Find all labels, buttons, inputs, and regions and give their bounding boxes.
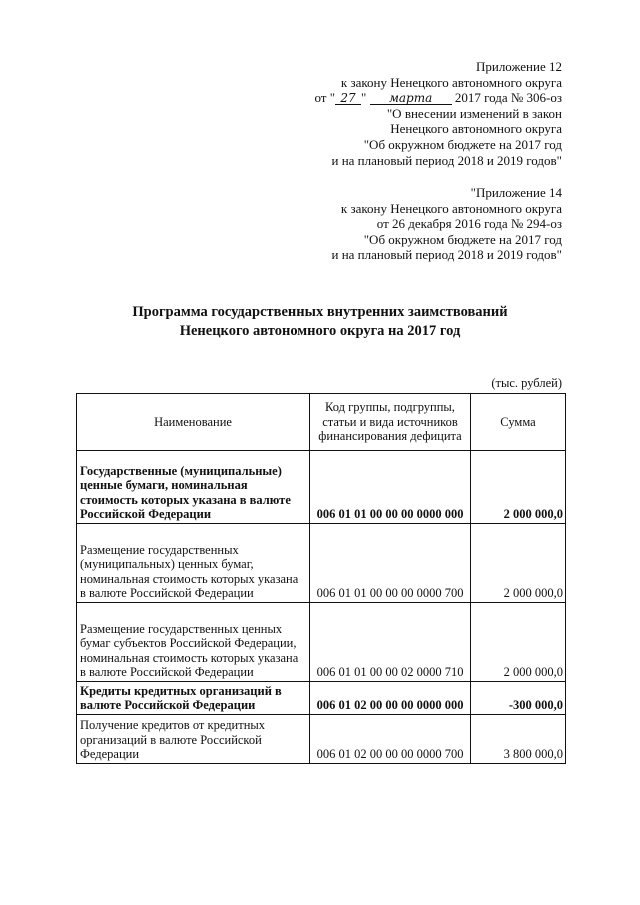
appendix-14-line4: "Об окружном бюджете на 2017 год: [363, 231, 562, 247]
row-code: 006 01 02 00 00 00 0000 700: [310, 715, 471, 764]
appendix-14-block: [331, 185, 562, 263]
appendix-12-line5: Ненецкого автономного округа: [390, 121, 562, 137]
unit-label: (тыс. рублей): [491, 376, 562, 390]
date-suffix: 2017 года № 306-оз: [454, 90, 562, 106]
table-row: [77, 524, 566, 603]
row-name: Размещение государственных (муниципальных) ценных бумаг, номинальная стоимость которых указана в валюте Российской Федерации: [77, 524, 310, 603]
appendix-12-block: [314, 59, 562, 168]
title-line1: Программа государственных внутренних заимствований: [132, 304, 508, 320]
appendix-14-line2: к закону Ненецкого автономного округа: [340, 200, 562, 216]
header-code: Код группы, подгруппы, статьи и вида источников финансирования дефицита: [310, 394, 471, 451]
document-title: [78, 303, 562, 341]
appendix-14-line3: от 26 декабря 2016 года № 294-оз: [376, 216, 562, 232]
table-row: [77, 715, 566, 764]
row-name: Получение кредитов от кредитных организаций в валюте Российской Федерации: [77, 715, 310, 764]
appendix-12-line1: Приложение 12: [475, 59, 562, 74]
table-row: [77, 603, 566, 682]
header-sum: Сумма: [471, 394, 566, 451]
table-row: [77, 682, 566, 715]
table-header-row: [77, 394, 566, 451]
row-sum: 2 000 000,0: [471, 603, 566, 682]
row-sum: 2 000 000,0: [471, 524, 566, 603]
table-row: [77, 451, 566, 524]
appendix-12-date-line: [314, 90, 562, 106]
date-sep: ": [361, 90, 367, 106]
row-code: 006 01 02 00 00 00 0000 000: [310, 682, 471, 715]
row-sum: 3 800 000,0: [471, 715, 566, 764]
row-code: 006 01 01 00 00 00 0000 700: [310, 524, 471, 603]
appendix-12-line6: "Об окружном бюджете на 2017 год: [363, 136, 562, 152]
row-sum: 2 000 000,0: [471, 451, 566, 524]
appendix-14-line1: "Приложение 14: [470, 185, 562, 200]
row-code: 006 01 01 00 00 00 0000 000: [310, 451, 471, 524]
row-name: Размещение государственных ценных бумаг субъектов Российской Федерации, номинальная стоимость которых указана в валюте Российской Федерации: [77, 603, 310, 682]
row-name: Государственные (муниципальные) ценные бумаги, номинальная стоимость которых указана в валюте Российской Федерации: [77, 451, 310, 524]
appendix-12-line4: "О внесении изменений в закон: [386, 105, 562, 121]
handwritten-day: 27: [335, 92, 361, 105]
row-name: Кредиты кредитных организаций в валюте Российской Федерации: [77, 682, 310, 715]
title-line2: Ненецкого автономного округа на 2017 год: [179, 323, 461, 339]
header-name: Наименование: [77, 394, 310, 451]
date-prefix: от ": [314, 90, 336, 106]
appendix-12-line2: к закону Ненецкого автономного округа: [340, 74, 562, 90]
row-sum: -300 000,0: [471, 682, 566, 715]
appendix-14-line5: и на плановый период 2018 и 2019 годов": [331, 247, 562, 263]
handwritten-month: марта: [370, 92, 452, 105]
appendix-12-line7: и на плановый период 2018 и 2019 годов": [331, 152, 562, 168]
borrowing-program-table: [76, 393, 566, 764]
row-code: 006 01 01 00 00 02 0000 710: [310, 603, 471, 682]
